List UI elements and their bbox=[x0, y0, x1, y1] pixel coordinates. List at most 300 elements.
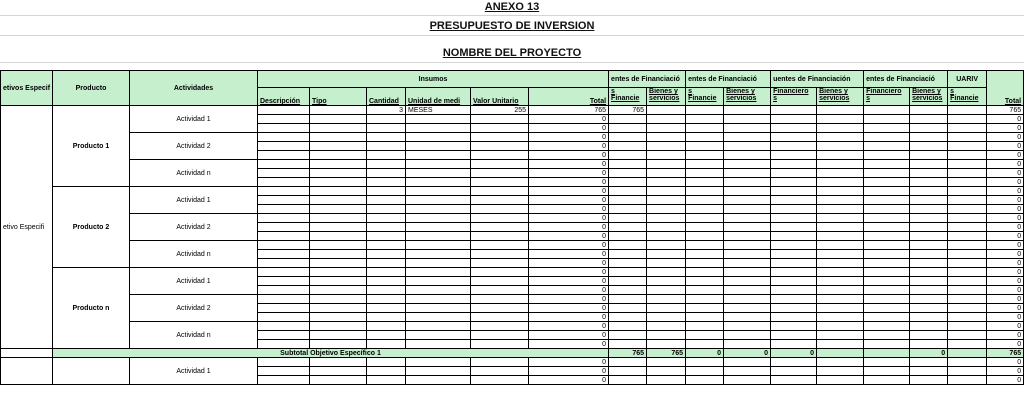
col-header-uariv[interactable]: UARIV bbox=[948, 71, 987, 88]
input-cell[interactable] bbox=[258, 196, 310, 205]
funding-cell[interactable] bbox=[948, 232, 987, 241]
funding-cell[interactable] bbox=[817, 106, 864, 115]
funding-cell[interactable] bbox=[609, 232, 647, 241]
col-header-funding-3[interactable]: uentes de Financiación bbox=[771, 71, 864, 88]
activity-label[interactable]: Actividad n bbox=[130, 322, 258, 349]
funding-cell[interactable] bbox=[647, 124, 686, 133]
input-cell[interactable] bbox=[406, 178, 471, 187]
funding-cell[interactable] bbox=[910, 178, 948, 187]
funding-cell[interactable] bbox=[609, 304, 647, 313]
funding-cell[interactable] bbox=[948, 340, 987, 349]
total-cell[interactable]: 0 bbox=[529, 304, 609, 313]
input-cell[interactable] bbox=[310, 313, 367, 322]
input-cell[interactable] bbox=[406, 367, 471, 376]
total-cell[interactable]: 0 bbox=[529, 241, 609, 250]
activity-label[interactable]: Actividad n bbox=[130, 160, 258, 187]
funding-cell[interactable] bbox=[771, 115, 817, 124]
col-header-f1b[interactable]: Bienes y servicios bbox=[647, 88, 686, 106]
funding-cell[interactable] bbox=[817, 286, 864, 295]
subtotal-label[interactable]: Subtotal Objetivo Específico 1 bbox=[53, 349, 609, 358]
input-cell[interactable] bbox=[406, 331, 471, 340]
funding-cell[interactable] bbox=[771, 187, 817, 196]
total-cell[interactable]: 0 bbox=[529, 259, 609, 268]
input-cell[interactable] bbox=[258, 358, 310, 367]
funding-cell[interactable] bbox=[724, 223, 771, 232]
funding-cell[interactable] bbox=[647, 115, 686, 124]
total-cell[interactable]: 0 bbox=[529, 169, 609, 178]
total-cell[interactable]: 765 bbox=[529, 106, 609, 115]
input-cell[interactable] bbox=[258, 304, 310, 313]
total-cell[interactable]: 0 bbox=[529, 358, 609, 367]
input-cell[interactable] bbox=[367, 115, 406, 124]
input-cell[interactable] bbox=[367, 142, 406, 151]
col-header-grand-total[interactable]: Total bbox=[987, 71, 1024, 106]
funding-cell[interactable] bbox=[647, 178, 686, 187]
funding-cell[interactable] bbox=[609, 142, 647, 151]
input-cell[interactable] bbox=[471, 340, 529, 349]
input-cell[interactable] bbox=[310, 259, 367, 268]
funding-cell[interactable] bbox=[864, 106, 910, 115]
funding-cell[interactable] bbox=[686, 106, 724, 115]
funding-cell[interactable] bbox=[817, 313, 864, 322]
funding-cell[interactable] bbox=[724, 250, 771, 259]
funding-cell[interactable] bbox=[724, 151, 771, 160]
input-cell[interactable] bbox=[367, 214, 406, 223]
activity-label[interactable]: Actividad 1 bbox=[130, 106, 258, 133]
activity-label[interactable]: Actividad 1 bbox=[130, 187, 258, 214]
input-cell[interactable] bbox=[258, 187, 310, 196]
input-cell[interactable] bbox=[406, 133, 471, 142]
input-cell[interactable] bbox=[471, 295, 529, 304]
input-cell[interactable] bbox=[310, 214, 367, 223]
funding-cell[interactable] bbox=[864, 241, 910, 250]
funding-cell[interactable] bbox=[910, 124, 948, 133]
input-cell[interactable] bbox=[258, 214, 310, 223]
input-cell[interactable] bbox=[471, 376, 529, 385]
funding-cell[interactable] bbox=[686, 115, 724, 124]
input-cell[interactable] bbox=[471, 277, 529, 286]
funding-cell[interactable] bbox=[647, 313, 686, 322]
funding-cell[interactable] bbox=[647, 151, 686, 160]
input-cell[interactable] bbox=[310, 124, 367, 133]
funding-cell[interactable] bbox=[609, 169, 647, 178]
input-cell[interactable] bbox=[406, 169, 471, 178]
total-cell[interactable]: 0 bbox=[529, 205, 609, 214]
funding-cell[interactable] bbox=[686, 178, 724, 187]
funding-cell[interactable] bbox=[724, 196, 771, 205]
funding-cell[interactable] bbox=[864, 151, 910, 160]
input-cell[interactable] bbox=[471, 142, 529, 151]
input-cell[interactable] bbox=[471, 169, 529, 178]
product-label[interactable]: Producto 1 bbox=[53, 106, 130, 187]
objective-label[interactable]: etivo Especifi bbox=[1, 106, 53, 349]
subtotal-funding-3[interactable]: 0 bbox=[724, 349, 771, 358]
input-cell[interactable] bbox=[406, 241, 471, 250]
input-cell[interactable] bbox=[367, 160, 406, 169]
grand-total-cell[interactable]: 0 bbox=[987, 115, 1024, 124]
col-header-f1a[interactable]: s Financie bbox=[609, 88, 647, 106]
input-cell[interactable] bbox=[367, 250, 406, 259]
input-cell[interactable] bbox=[258, 277, 310, 286]
funding-cell[interactable] bbox=[771, 367, 817, 376]
funding-cell[interactable] bbox=[647, 367, 686, 376]
funding-cell[interactable] bbox=[910, 358, 948, 367]
total-cell[interactable]: 0 bbox=[529, 142, 609, 151]
funding-cell[interactable] bbox=[910, 169, 948, 178]
funding-cell[interactable] bbox=[948, 295, 987, 304]
funding-cell[interactable] bbox=[817, 142, 864, 151]
input-cell[interactable] bbox=[406, 214, 471, 223]
funding-cell[interactable] bbox=[724, 106, 771, 115]
funding-cell[interactable] bbox=[864, 277, 910, 286]
funding-cell[interactable] bbox=[817, 376, 864, 385]
total-cell[interactable]: 0 bbox=[529, 313, 609, 322]
funding-cell[interactable] bbox=[817, 331, 864, 340]
funding-cell[interactable] bbox=[647, 142, 686, 151]
col-header-f2a[interactable]: s Financie bbox=[686, 88, 724, 106]
funding-cell[interactable] bbox=[817, 205, 864, 214]
funding-cell[interactable] bbox=[724, 367, 771, 376]
funding-cell[interactable] bbox=[948, 187, 987, 196]
total-cell[interactable]: 0 bbox=[529, 115, 609, 124]
input-cell[interactable] bbox=[367, 340, 406, 349]
subtotal-funding-4[interactable]: 0 bbox=[771, 349, 817, 358]
input-cell[interactable] bbox=[406, 286, 471, 295]
funding-cell[interactable] bbox=[910, 331, 948, 340]
funding-cell[interactable] bbox=[864, 169, 910, 178]
activity-label[interactable]: Actividad 1 bbox=[130, 358, 258, 385]
input-cell[interactable] bbox=[471, 178, 529, 187]
funding-cell[interactable] bbox=[647, 196, 686, 205]
funding-cell[interactable] bbox=[771, 331, 817, 340]
funding-cell[interactable] bbox=[647, 259, 686, 268]
input-cell[interactable] bbox=[310, 133, 367, 142]
funding-cell[interactable] bbox=[864, 115, 910, 124]
grand-total-cell[interactable]: 0 bbox=[987, 232, 1024, 241]
subtotal-blank[interactable] bbox=[948, 349, 987, 358]
col-header-f4a[interactable]: Financiero s bbox=[864, 88, 910, 106]
funding-cell[interactable] bbox=[817, 367, 864, 376]
input-cell[interactable] bbox=[310, 304, 367, 313]
funding-cell[interactable] bbox=[910, 376, 948, 385]
funding-cell[interactable] bbox=[724, 124, 771, 133]
funding-cell[interactable] bbox=[948, 331, 987, 340]
funding-cell[interactable] bbox=[817, 259, 864, 268]
total-cell[interactable]: 0 bbox=[529, 196, 609, 205]
grand-total-cell[interactable]: 0 bbox=[987, 376, 1024, 385]
funding-cell[interactable] bbox=[609, 322, 647, 331]
funding-cell[interactable] bbox=[817, 169, 864, 178]
funding-cell[interactable] bbox=[724, 286, 771, 295]
funding-cell[interactable] bbox=[686, 187, 724, 196]
input-cell[interactable] bbox=[367, 178, 406, 187]
funding-cell[interactable] bbox=[609, 133, 647, 142]
total-cell[interactable]: 0 bbox=[529, 277, 609, 286]
funding-cell[interactable] bbox=[864, 223, 910, 232]
funding-cell[interactable] bbox=[864, 358, 910, 367]
funding-cell[interactable] bbox=[724, 259, 771, 268]
funding-cell[interactable] bbox=[771, 178, 817, 187]
funding-cell[interactable] bbox=[817, 196, 864, 205]
input-cell[interactable] bbox=[258, 223, 310, 232]
quantity-cell[interactable]: 3 bbox=[367, 106, 406, 115]
input-cell[interactable] bbox=[471, 232, 529, 241]
funding-cell[interactable] bbox=[948, 277, 987, 286]
funding-cell[interactable] bbox=[724, 187, 771, 196]
funding-cell[interactable] bbox=[864, 286, 910, 295]
funding-cell[interactable] bbox=[817, 178, 864, 187]
funding-cell[interactable] bbox=[686, 340, 724, 349]
funding-cell[interactable] bbox=[864, 178, 910, 187]
funding-cell[interactable] bbox=[609, 286, 647, 295]
funding-cell[interactable] bbox=[686, 196, 724, 205]
funding-cell[interactable] bbox=[724, 313, 771, 322]
funding-cell[interactable] bbox=[771, 142, 817, 151]
input-cell[interactable] bbox=[310, 115, 367, 124]
funding-cell[interactable] bbox=[647, 160, 686, 169]
col-header-unit[interactable]: Unidad de medi bbox=[406, 88, 471, 106]
activity-label[interactable]: Actividad 2 bbox=[130, 133, 258, 160]
funding-cell[interactable] bbox=[771, 214, 817, 223]
objective-cell[interactable] bbox=[1, 358, 53, 385]
funding-cell[interactable] bbox=[864, 259, 910, 268]
funding-cell[interactable] bbox=[771, 151, 817, 160]
funding-cell[interactable] bbox=[948, 241, 987, 250]
funding-cell[interactable] bbox=[647, 205, 686, 214]
grand-total-cell[interactable]: 0 bbox=[987, 286, 1024, 295]
funding-cell[interactable] bbox=[771, 223, 817, 232]
input-cell[interactable] bbox=[406, 124, 471, 133]
funding-cell[interactable] bbox=[864, 196, 910, 205]
input-cell[interactable] bbox=[406, 259, 471, 268]
funding-cell[interactable] bbox=[647, 250, 686, 259]
funding-cell[interactable] bbox=[910, 295, 948, 304]
input-cell[interactable] bbox=[406, 340, 471, 349]
total-cell[interactable]: 0 bbox=[529, 160, 609, 169]
input-cell[interactable] bbox=[258, 376, 310, 385]
funding-cell[interactable] bbox=[609, 331, 647, 340]
type-cell[interactable] bbox=[310, 106, 367, 115]
funding-cell[interactable] bbox=[771, 295, 817, 304]
input-cell[interactable] bbox=[310, 295, 367, 304]
grand-total-cell[interactable]: 0 bbox=[987, 358, 1024, 367]
funding-cell[interactable] bbox=[817, 340, 864, 349]
input-cell[interactable] bbox=[258, 259, 310, 268]
funding-cell[interactable] bbox=[686, 151, 724, 160]
funding-cell[interactable] bbox=[864, 376, 910, 385]
product-cell[interactable] bbox=[53, 358, 130, 385]
funding-cell[interactable] bbox=[686, 331, 724, 340]
funding-cell[interactable] bbox=[948, 115, 987, 124]
funding-cell[interactable] bbox=[910, 232, 948, 241]
funding-cell[interactable] bbox=[647, 241, 686, 250]
input-cell[interactable] bbox=[258, 124, 310, 133]
funding-cell[interactable] bbox=[910, 106, 948, 115]
input-cell[interactable] bbox=[367, 124, 406, 133]
grand-total-cell[interactable]: 0 bbox=[987, 160, 1024, 169]
input-cell[interactable] bbox=[258, 205, 310, 214]
funding-cell[interactable] bbox=[724, 169, 771, 178]
input-cell[interactable] bbox=[367, 331, 406, 340]
funding-cell[interactable] bbox=[647, 295, 686, 304]
grand-total-cell[interactable]: 0 bbox=[987, 367, 1024, 376]
funding-cell[interactable] bbox=[647, 358, 686, 367]
input-cell[interactable] bbox=[310, 142, 367, 151]
funding-cell[interactable] bbox=[864, 160, 910, 169]
input-cell[interactable] bbox=[258, 241, 310, 250]
funding-cell[interactable] bbox=[910, 259, 948, 268]
funding-cell[interactable] bbox=[910, 142, 948, 151]
funding-cell[interactable] bbox=[724, 340, 771, 349]
funding-cell[interactable] bbox=[948, 205, 987, 214]
funding-cell[interactable] bbox=[647, 223, 686, 232]
col-header-inputs[interactable]: Insumos bbox=[258, 71, 609, 88]
funding-cell[interactable] bbox=[724, 268, 771, 277]
input-cell[interactable] bbox=[310, 169, 367, 178]
input-cell[interactable] bbox=[406, 268, 471, 277]
input-cell[interactable] bbox=[367, 268, 406, 277]
funding-cell[interactable] bbox=[647, 169, 686, 178]
total-cell[interactable]: 0 bbox=[529, 268, 609, 277]
total-cell[interactable]: 0 bbox=[529, 187, 609, 196]
input-cell[interactable] bbox=[367, 277, 406, 286]
funding-cell[interactable] bbox=[686, 322, 724, 331]
funding-cell[interactable] bbox=[864, 322, 910, 331]
funding-cell[interactable] bbox=[817, 268, 864, 277]
grand-total-cell[interactable]: 0 bbox=[987, 304, 1024, 313]
grand-total-cell[interactable]: 0 bbox=[987, 142, 1024, 151]
funding-cell[interactable] bbox=[948, 124, 987, 133]
input-cell[interactable] bbox=[258, 286, 310, 295]
input-cell[interactable] bbox=[471, 214, 529, 223]
funding-cell[interactable] bbox=[724, 358, 771, 367]
funding-cell[interactable] bbox=[647, 106, 686, 115]
objective-cell[interactable] bbox=[1, 349, 53, 358]
funding-cell[interactable] bbox=[686, 277, 724, 286]
funding-cell[interactable] bbox=[724, 376, 771, 385]
input-cell[interactable] bbox=[310, 358, 367, 367]
input-cell[interactable] bbox=[310, 241, 367, 250]
input-cell[interactable] bbox=[471, 187, 529, 196]
funding-cell[interactable] bbox=[817, 115, 864, 124]
funding-cell[interactable] bbox=[910, 277, 948, 286]
funding-cell[interactable] bbox=[771, 205, 817, 214]
input-cell[interactable] bbox=[406, 115, 471, 124]
funding-cell[interactable] bbox=[864, 331, 910, 340]
input-cell[interactable] bbox=[258, 115, 310, 124]
funding-cell[interactable] bbox=[948, 160, 987, 169]
funding-cell[interactable] bbox=[724, 160, 771, 169]
input-cell[interactable] bbox=[367, 259, 406, 268]
input-cell[interactable] bbox=[406, 277, 471, 286]
total-cell[interactable]: 0 bbox=[529, 331, 609, 340]
input-cell[interactable] bbox=[406, 250, 471, 259]
input-cell[interactable] bbox=[310, 196, 367, 205]
funding-cell[interactable] bbox=[647, 277, 686, 286]
input-cell[interactable] bbox=[258, 142, 310, 151]
funding-cell[interactable] bbox=[948, 376, 987, 385]
input-cell[interactable] bbox=[367, 151, 406, 160]
funding-cell[interactable] bbox=[771, 232, 817, 241]
input-cell[interactable] bbox=[471, 259, 529, 268]
input-cell[interactable] bbox=[310, 223, 367, 232]
grand-total-cell[interactable]: 0 bbox=[987, 169, 1024, 178]
input-cell[interactable] bbox=[471, 367, 529, 376]
input-cell[interactable] bbox=[310, 250, 367, 259]
funding-cell[interactable] bbox=[771, 376, 817, 385]
funding-cell[interactable] bbox=[910, 268, 948, 277]
input-cell[interactable] bbox=[471, 133, 529, 142]
input-cell[interactable] bbox=[471, 313, 529, 322]
funding-cell[interactable] bbox=[686, 133, 724, 142]
funding-cell[interactable] bbox=[647, 376, 686, 385]
grand-total-cell[interactable]: 0 bbox=[987, 313, 1024, 322]
funding-cell[interactable] bbox=[609, 196, 647, 205]
input-cell[interactable] bbox=[310, 268, 367, 277]
col-header-quantity[interactable]: Cantidad bbox=[367, 88, 406, 106]
funding-cell[interactable] bbox=[948, 196, 987, 205]
funding-cell[interactable] bbox=[817, 241, 864, 250]
col-header-funding-4[interactable]: entes de Financiació bbox=[864, 71, 948, 88]
funding-cell[interactable] bbox=[724, 232, 771, 241]
funding-cell[interactable] bbox=[864, 214, 910, 223]
funding-cell[interactable] bbox=[948, 250, 987, 259]
funding-cell[interactable] bbox=[609, 160, 647, 169]
input-cell[interactable] bbox=[406, 187, 471, 196]
funding-cell[interactable] bbox=[864, 187, 910, 196]
total-cell[interactable]: 0 bbox=[529, 124, 609, 133]
product-label[interactable]: Producto n bbox=[53, 268, 130, 349]
funding-cell[interactable] bbox=[609, 205, 647, 214]
col-header-unit_value[interactable]: Valor Unitario bbox=[471, 88, 529, 106]
funding-cell[interactable] bbox=[724, 304, 771, 313]
funding-cell[interactable] bbox=[910, 340, 948, 349]
funding-cell[interactable] bbox=[686, 214, 724, 223]
funding-cell[interactable] bbox=[724, 142, 771, 151]
activity-label[interactable]: Actividad 1 bbox=[130, 268, 258, 295]
funding-cell[interactable] bbox=[609, 295, 647, 304]
total-cell[interactable]: 0 bbox=[529, 214, 609, 223]
input-cell[interactable] bbox=[471, 151, 529, 160]
input-cell[interactable] bbox=[258, 178, 310, 187]
funding-cell[interactable] bbox=[948, 268, 987, 277]
total-cell[interactable]: 0 bbox=[529, 376, 609, 385]
total-cell[interactable]: 0 bbox=[529, 223, 609, 232]
grand-total-cell[interactable]: 0 bbox=[987, 196, 1024, 205]
input-cell[interactable] bbox=[258, 232, 310, 241]
input-cell[interactable] bbox=[258, 340, 310, 349]
input-cell[interactable] bbox=[406, 142, 471, 151]
input-cell[interactable] bbox=[367, 286, 406, 295]
col-header-f5a[interactable]: s Financie bbox=[948, 88, 987, 106]
input-cell[interactable] bbox=[258, 250, 310, 259]
funding-cell[interactable] bbox=[910, 187, 948, 196]
funding-cell[interactable] bbox=[910, 250, 948, 259]
input-cell[interactable] bbox=[367, 376, 406, 385]
funding-cell[interactable] bbox=[686, 295, 724, 304]
input-cell[interactable] bbox=[310, 277, 367, 286]
input-cell[interactable] bbox=[367, 187, 406, 196]
description-cell[interactable] bbox=[258, 106, 310, 115]
col-header-objective[interactable]: etivos Especif bbox=[1, 71, 53, 106]
funding-cell[interactable] bbox=[686, 313, 724, 322]
funding-cell[interactable] bbox=[771, 106, 817, 115]
col-header-total[interactable]: Total bbox=[529, 88, 609, 106]
input-cell[interactable] bbox=[471, 268, 529, 277]
grand-total-cell[interactable]: 0 bbox=[987, 322, 1024, 331]
activity-label[interactable]: Actividad n bbox=[130, 241, 258, 268]
col-header-f3a[interactable]: Financiero s bbox=[771, 88, 817, 106]
